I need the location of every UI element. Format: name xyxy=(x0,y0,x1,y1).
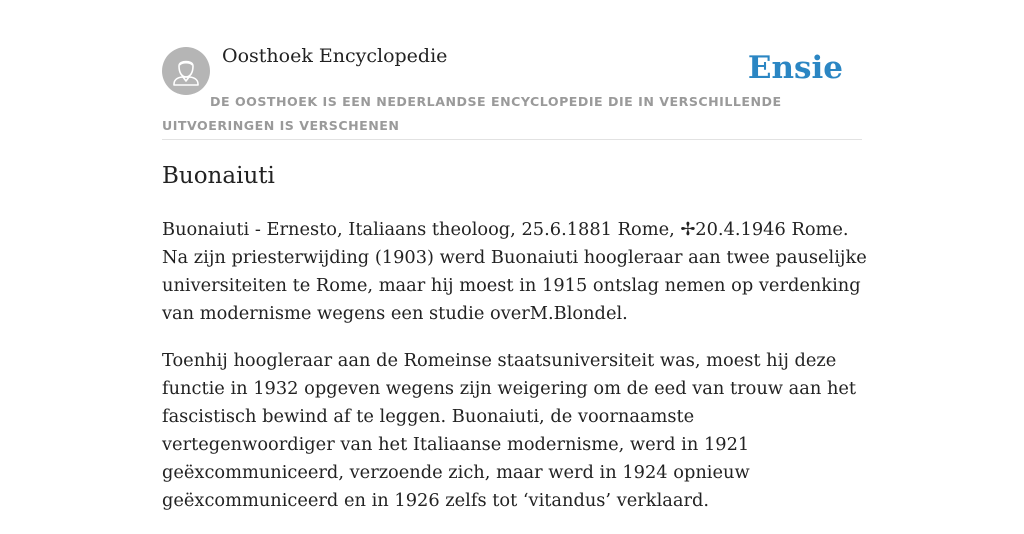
brand-logo[interactable]: Ensie xyxy=(747,50,843,86)
site-name-link[interactable]: Oosthoek Encyclopedie xyxy=(222,45,448,67)
site-tagline: DE OOSTHOEK IS EEN NEDERLANDSE ENCYCLOPEDIE DIE IN VERSCHILLENDE UITVOERINGEN IS VERSCHENEN xyxy=(162,94,782,133)
article-title: Buonaiuti xyxy=(162,163,275,189)
user-avatar-icon[interactable] xyxy=(162,47,210,95)
page-container xyxy=(162,0,867,511)
site-header xyxy=(162,0,862,140)
article-paragraph: Buonaiuti - Ernesto, Italiaans theoloog, 25.6.1881 Rome, ✢20.4.1946 Rome. Na zijn priesterwijding (1903) werd Buonaiuti hoogleraar aan twee pauselijke universiteiten te Rome, maar hij moest in 1915 ontslag nemen op verdenking van modernisme wegens een studie overM.Blondel. xyxy=(162,219,867,324)
article-paragraph: Toenhij hoogleraar aan de Romeinse staatsuniversiteit was, moest hij deze functie in 1932 opgeven wegens zijn weigering om de eed van trouw aan het fascistisch bewind af te leggen. Buonaiuti, de voornaamste vertegenwoordiger van het Italiaanse modernisme, werd in 1921 geëxcommuniceerd, verzoende zich, maar werd in 1924 opnieuw geëxcommuniceerd en in 1926 zelfs tot ‘vitandus’ verklaard. xyxy=(162,350,857,511)
article-body xyxy=(162,216,867,534)
